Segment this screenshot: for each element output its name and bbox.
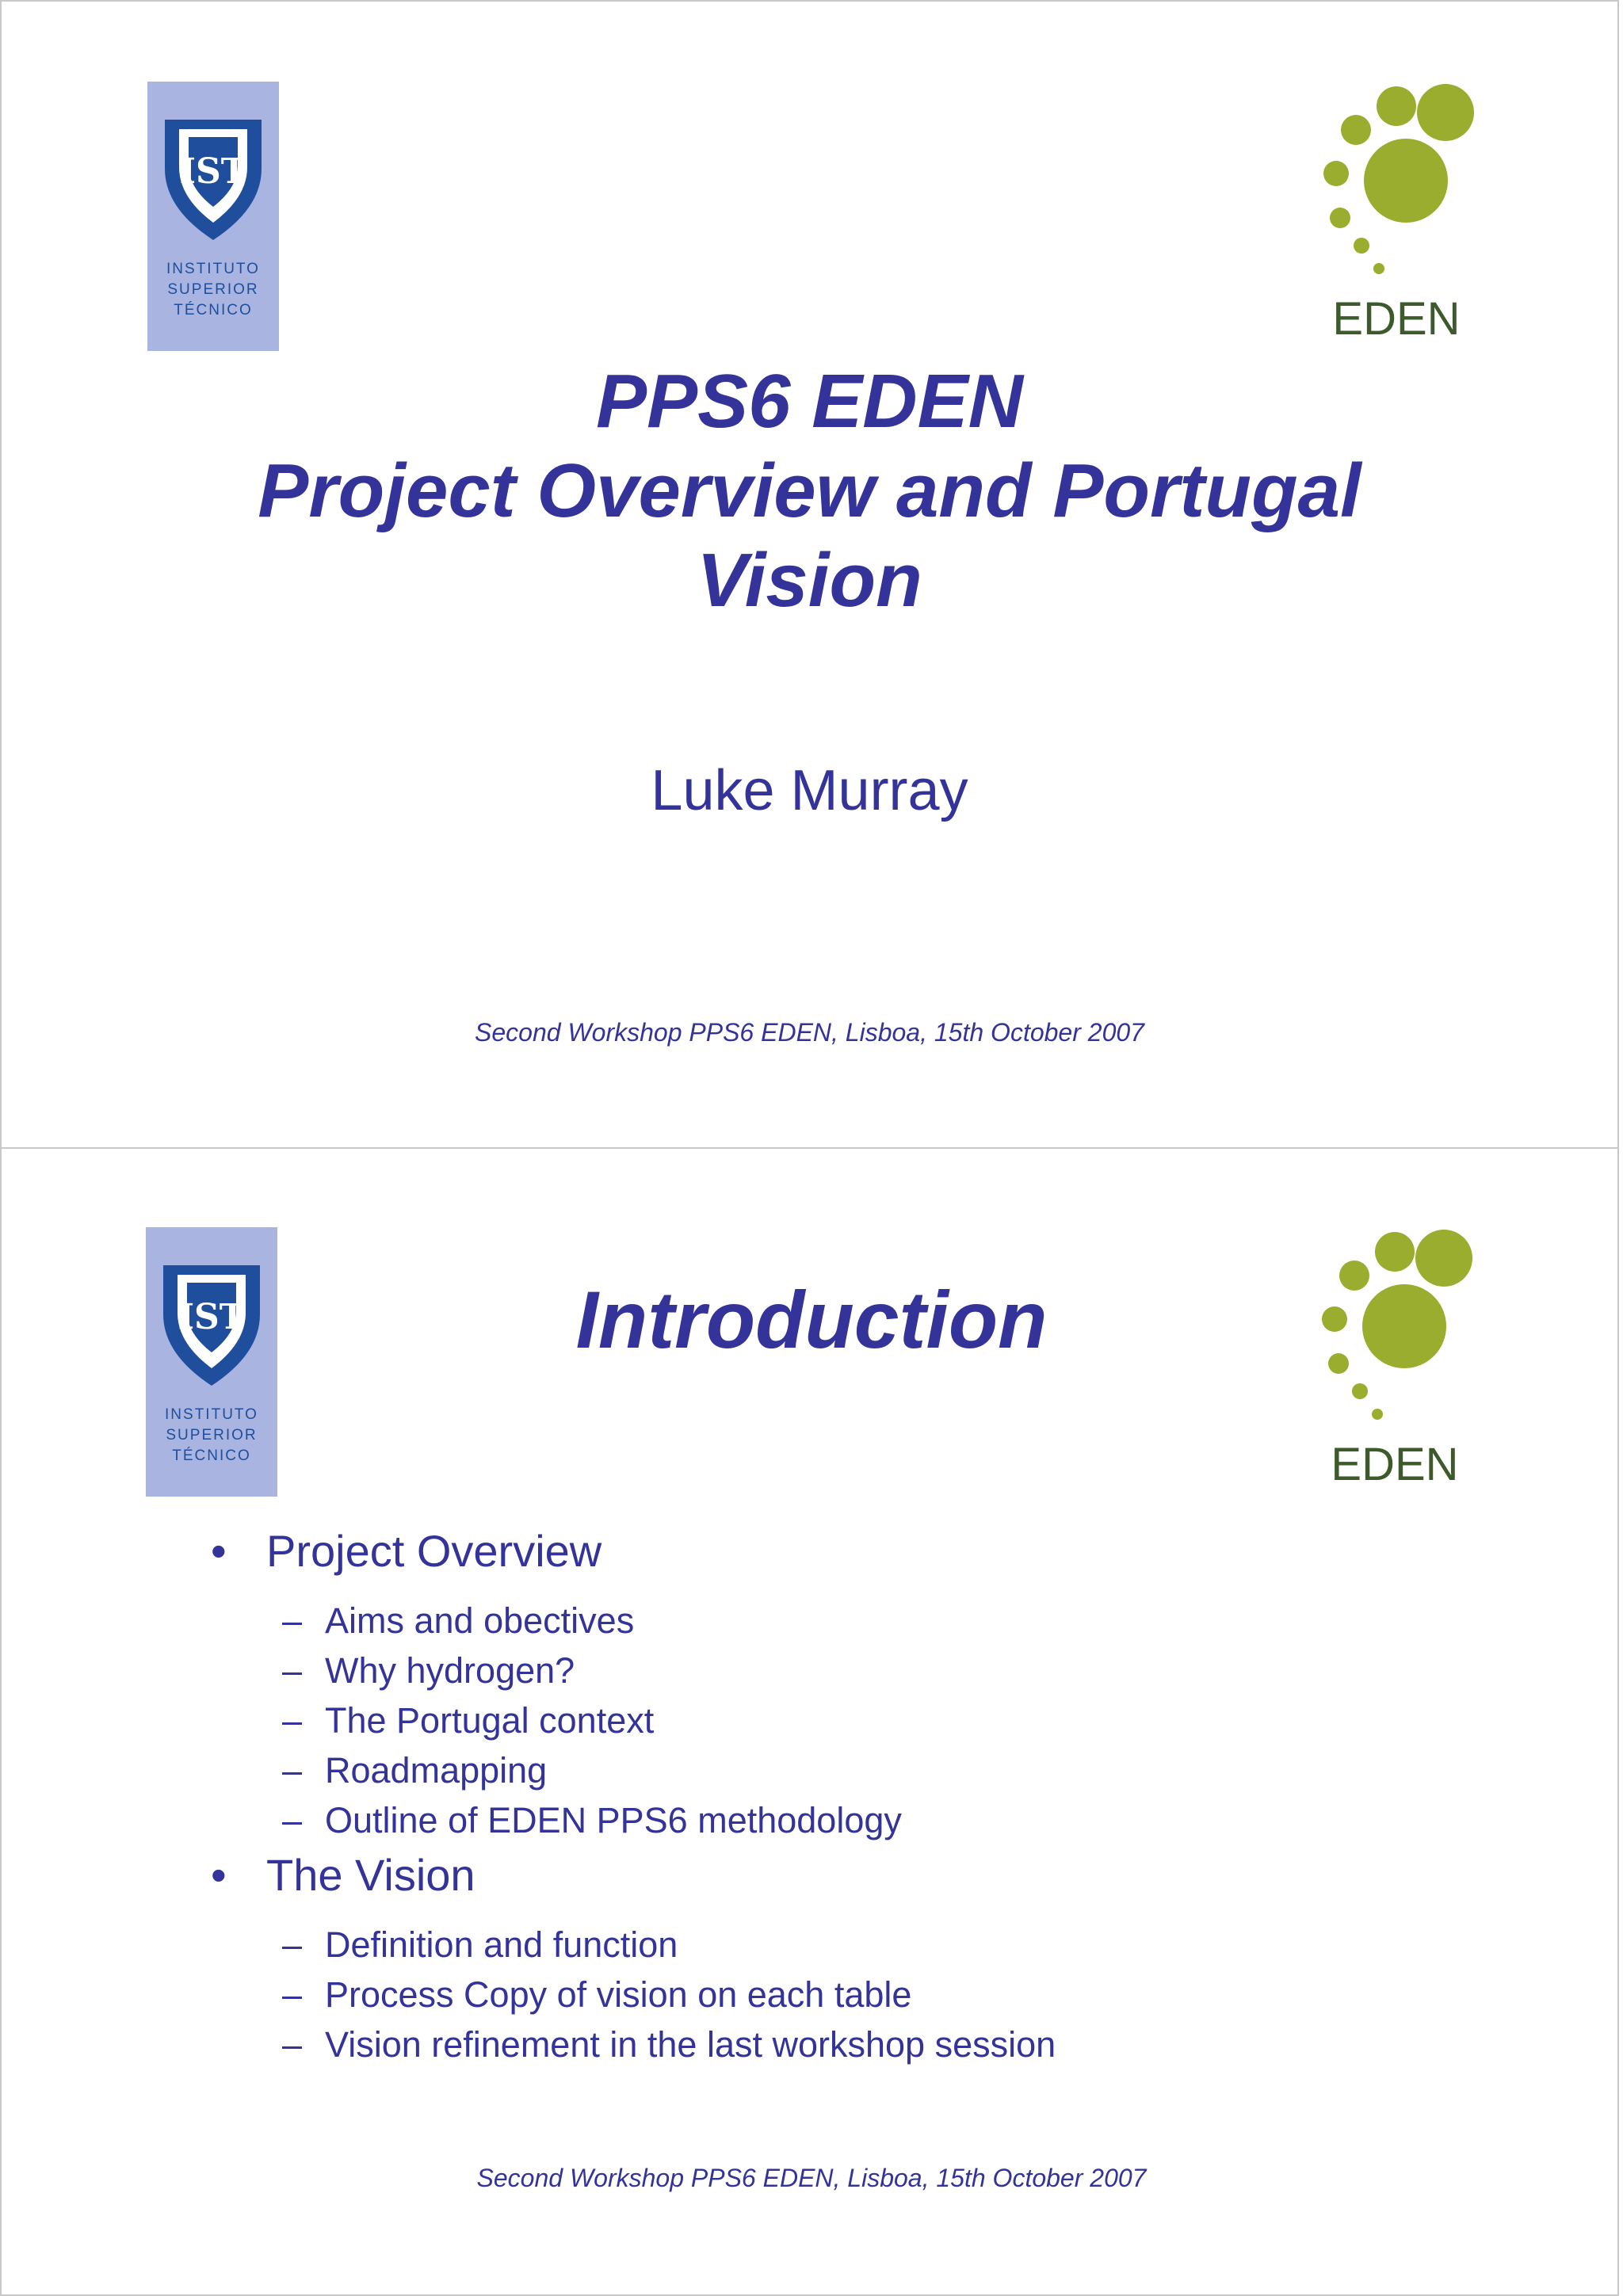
eden-logo — [1317, 81, 1476, 350]
title-line-3: Vision — [697, 538, 922, 623]
dash-icon: – — [282, 1750, 303, 1791]
ist-line-3: TÉCNICO — [174, 302, 253, 318]
dash-icon: – — [282, 1650, 303, 1691]
slide-footer: Second Workshop PPS6 EDEN, Lisboa, 15th October 2007 — [476, 2164, 1147, 2192]
ist-line-2: SUPERIOR — [166, 1427, 258, 1444]
ist-logo — [146, 1227, 277, 1497]
dash-icon: – — [282, 2024, 303, 2065]
dash-icon: – — [282, 1600, 303, 1641]
ist-monogram: IST — [179, 151, 247, 192]
bullet-icon: • — [211, 1850, 227, 1900]
ist-line-1: INSTITUTO — [166, 261, 260, 277]
ist-line-1: INSTITUTO — [165, 1406, 258, 1423]
dash-icon: – — [282, 1700, 303, 1741]
dash-icon: – — [282, 1924, 303, 1965]
slide-title — [2, 357, 1617, 625]
title-line-1: PPS6 EDEN — [596, 359, 1023, 444]
ist-line-2: SUPERIOR — [167, 281, 259, 298]
author-name: Luke Murray — [651, 759, 968, 822]
eden-logo-text: EDEN — [1332, 293, 1461, 345]
slide-title: Introduction — [575, 1275, 1048, 1365]
dash-icon: – — [282, 1974, 303, 2015]
eden-logo-text: EDEN — [1331, 1439, 1459, 1490]
dash-icon: – — [282, 1800, 303, 1840]
slide-footer: Second Workshop PPS6 EDEN, Lisboa, 15th October 2007 — [475, 1018, 1144, 1047]
eden-logo — [1316, 1226, 1474, 1496]
title-line-2: Project Overview and Portugal — [258, 448, 1361, 533]
slide-1 — [0, 0, 1619, 1149]
bullet-icon: • — [211, 1526, 227, 1576]
ist-line-3: TÉCNICO — [172, 1447, 251, 1464]
ist-monogram: IST — [178, 1297, 246, 1337]
ist-logo — [147, 82, 279, 351]
